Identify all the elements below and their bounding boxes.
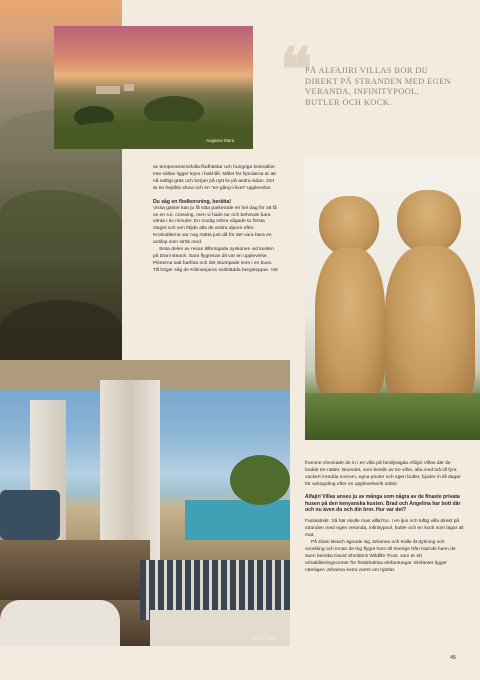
quote-mark-icon: ❝ — [280, 35, 313, 105]
lion-head — [397, 190, 461, 254]
article-paragraph: av temperamentsfulla flodhästar och hungriga krokodiler. Inte sällan ligger lejon i bakhåll. Målet för hjordarna är att nå saftigt gräs och början på nytt liv på andra sidan. Det är en hejdlös show och en ”en-gång-i-livet”-upplevelse. — [153, 165, 276, 191]
grass-area — [305, 393, 480, 440]
sofa — [0, 600, 120, 646]
photo-caption: Angama Mara — [206, 138, 235, 143]
interview-question: Alfajiri Villas anses ju av många som några av de finaste privata husen på den kenyanska kusten. Brad och Angelina har bott där och nu även du och din bror. Hur var det? — [305, 493, 461, 514]
article-paragraph: Sista delen av resan tillbringade syskonen vid kusten på Diani Beach. Sara flygresan dit var en upplevelse. Piloterna satt barfota och det skumpade som i en buss. Till höger såg de Kilimanjaros snöklädda bergstoppar. Väl — [153, 247, 278, 273]
lounge-chair — [0, 490, 60, 540]
hill-shape — [0, 190, 122, 250]
article-paragraph: framme checkade de in i en villa på familjeägda Alfajiri Villas där de bodde tre nätter. Boendet, som består av tre villor, alla med två till fyra vackert inredda sovrum, egna pooler och egen butler, bjuder in till dagar för avkoppling efter en upplevelserik safari. — [305, 461, 461, 487]
pull-quote: PÅ ALFAJIRI VILLAS BOR DU DIREKT PÅ STRANDEN MED EGEN VERANDA, INFINITYPOOL, BUTLER OCH KOCK. — [305, 66, 452, 107]
bush-shape — [54, 121, 253, 149]
lion-body — [385, 246, 475, 406]
interview-question: Du såg en flodkorsning, berätta! — [153, 198, 232, 205]
tree-shape — [230, 455, 290, 505]
page-number: 45 — [450, 655, 457, 661]
lion-photo — [305, 158, 480, 440]
coffee-table — [0, 540, 150, 600]
article-paragraph: Fantastiskt. Så här skulle man alltid bo. I en ljus och luftig villa direkt på stranden med egen veranda, infinitypool, butler och en kock som lagar all mat. — [305, 519, 464, 539]
article-paragraph: På Diani Beach ägnade sig Johanna och Kalle åt dykning och snorkling och innan de tog flyget hem till Sverige från Nairobi hann de även besöka David Sheldrick Wildlife Trust, som är ett rehabiliteringscenter för föräldralösa elefantungar. Elefanter ligger nämligen Johanna extra varmt om hjärtat. — [305, 540, 456, 573]
lion-head — [319, 196, 379, 256]
lodge-building — [124, 84, 134, 91]
lion-body — [315, 248, 385, 398]
alfajiri-villas-photo — [0, 360, 290, 646]
hill-shape — [0, 300, 122, 360]
article-column-right — [305, 461, 465, 575]
article-paragraph: Vissa gäster kan ju få sitta parkerade en hel dag för att få se en s.k. crossing, men vi hade tur och behövde bara vänta i tio minuter. En modig zebra vågade ta första steget och sen följde alla de andra djuren efter. Krokodilerna var nog mätta just då för det vara bara en antilop som strök med. — [153, 205, 277, 246]
infinity-pool — [185, 500, 290, 540]
photo-caption: Alfajiri Villas — [252, 636, 277, 641]
angama-mara-photo — [54, 26, 253, 149]
lodge-building — [96, 86, 120, 94]
article-column-middle — [153, 165, 279, 275]
